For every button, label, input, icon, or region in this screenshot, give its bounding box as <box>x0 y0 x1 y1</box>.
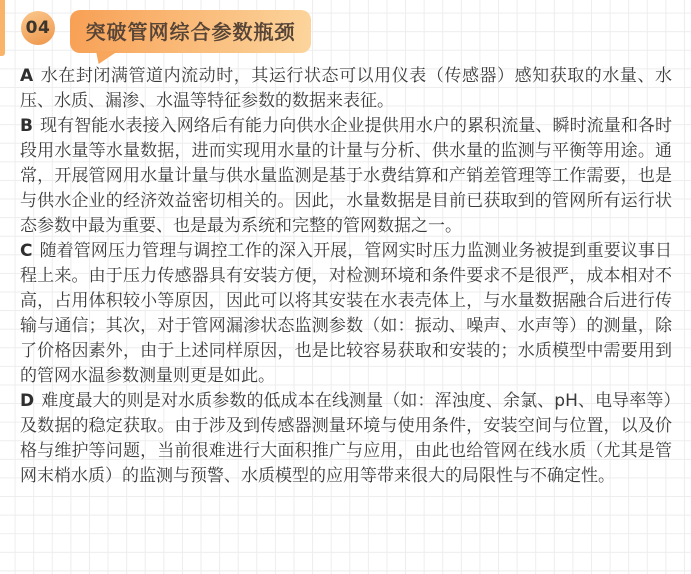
section-number-badge <box>21 11 55 45</box>
speech-bubble-tail <box>96 51 118 64</box>
paragraph-d-label: D <box>20 391 35 411</box>
paragraph-b <box>20 114 672 239</box>
paragraph-a <box>20 64 672 114</box>
paragraph-c <box>20 239 672 389</box>
paragraph-a-label: A <box>20 66 34 86</box>
paragraph-b-text: 现有智能水表接入网络后有能力向供水企业提供用水户的累积流量、瞬时流量和各时段用水量等水量数据，进而实现用水量的计量与分析、供水量的监测与平衡等用途。通常，开展管网用水量计量与供水量监测是基于水费结算和产销差管理等工作需要，也是与供水企业的经济效益密切相关的。因此，水量数据是目前已获取到的管网所有运行状态参数中最为重要、也是最为系统和完整的管网数据之一。 <box>20 116 672 236</box>
paragraph-a-text: 水在封闭满管道内流动时，其运行状态可以用仪表（传感器）感知获取的水量、水压、水质、漏渗、水温等特征参数的数据来表征。 <box>20 66 672 111</box>
section-number: 04 <box>25 18 51 38</box>
section-title-bubble <box>70 10 311 53</box>
body-text <box>20 64 672 489</box>
paragraph-d <box>20 389 672 489</box>
paragraph-b-label: B <box>20 116 33 136</box>
section-title: 突破管网综合参数瓶颈 <box>85 20 296 44</box>
paragraph-c-label: C <box>20 241 33 261</box>
paragraph-c-text: 随着管网压力管理与调控工作的深入开展，管网实时压力监测业务被提到重要议事日程上来。由于压力传感器具有安装方便，对检测环境和条件要求不是很严，成本相对不高，占用体积较小等原因，因此可以将其安装在水表壳体上，与水量数据融合后进行传输与通信；其次，对于管网漏渗状态监测参数（如：振动、噪声、水声等）的测量，除了价格因素外，由于上述同样原因，也是比较容易获取和安装的；水质模型中需要用到的管网水温参数测量则更是如此。 <box>20 241 672 386</box>
left-accent-bar <box>0 0 5 56</box>
paragraph-d-text: 难度最大的则是对水质参数的低成本在线测量（如：浑浊度、余氯、pH、电导率等）及数据的稳定获取。由于涉及到传感器测量环境与使用条件，安装空间与位置，以及价格与维护等问题，当前很难进行大面积推广与应用，由此也给管网在线水质（尤其是管网末梢水质）的监测与预警、水质模型的应用等带来很大的局限性与不确定性。 <box>20 391 672 486</box>
